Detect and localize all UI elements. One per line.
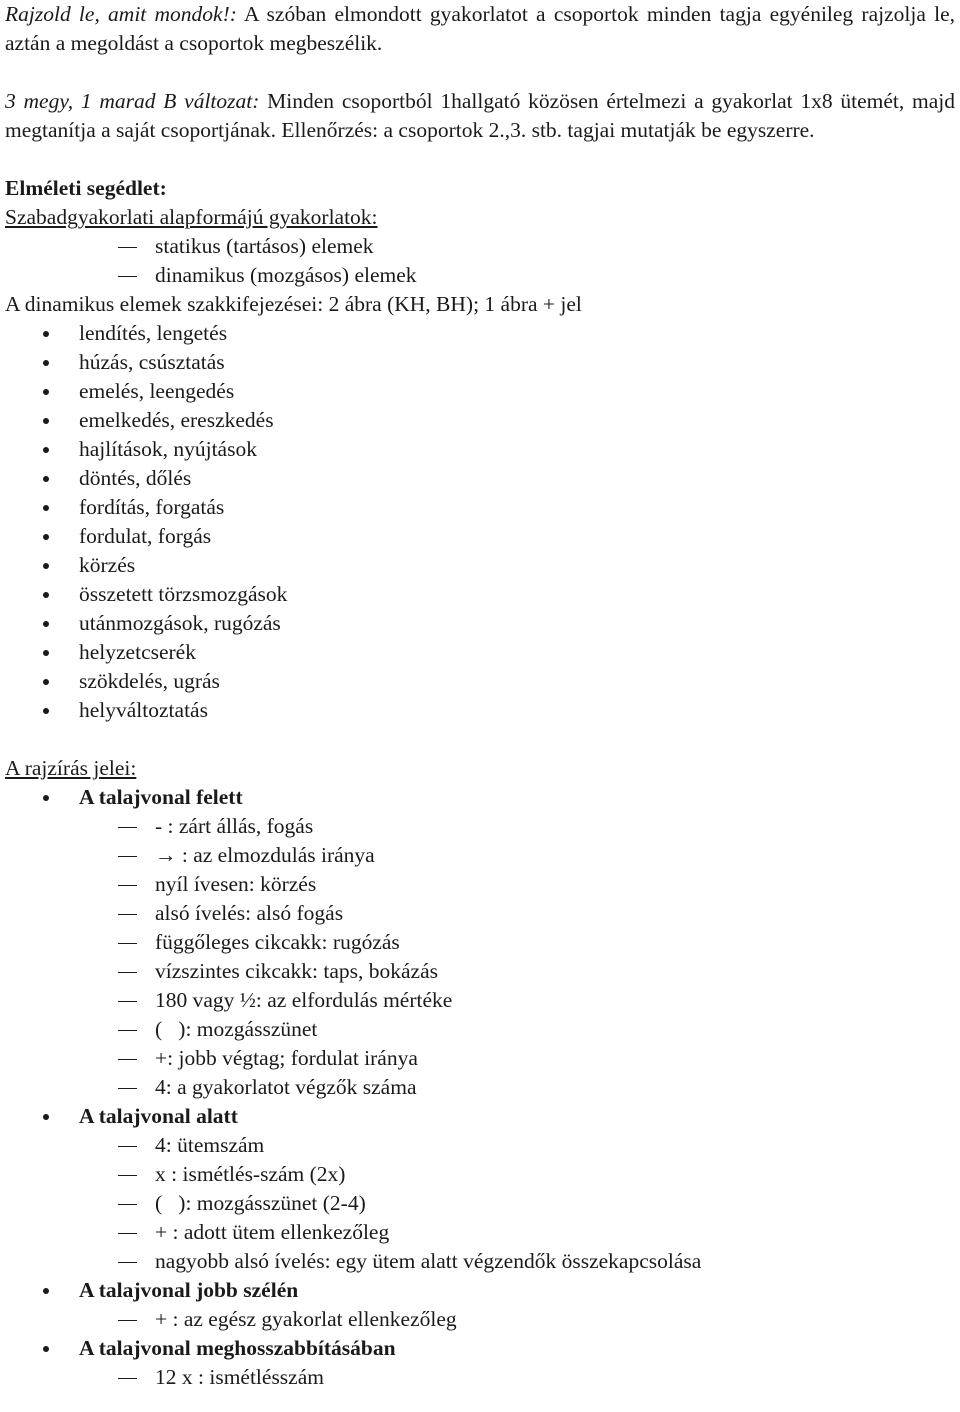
dynamic-term-item bbox=[5, 638, 955, 667]
bullet-icon bbox=[43, 447, 49, 453]
dynamic-term-item bbox=[5, 551, 955, 580]
intro-p1-text: A szóban elmondott gyakorlatot a csoportok minden tagja egyénileg rajzolja le, aztán a megoldást a csoportok megbeszélik. bbox=[5, 2, 956, 55]
bullet-icon bbox=[43, 650, 49, 656]
bullet-icon bbox=[43, 708, 49, 714]
dynamic-term-label: utánmozgások, rugózás bbox=[79, 611, 281, 635]
drawing-symbol-item bbox=[5, 928, 955, 957]
drawing-symbol-item bbox=[5, 1363, 955, 1392]
document-page bbox=[5, 0, 955, 1392]
intro-p1-label: Rajzold le, amit mondok!: bbox=[5, 2, 237, 26]
symbol-label: + : az egész gyakorlat ellenkezőleg bbox=[155, 1307, 457, 1331]
symbol-label: 4: a gyakorlatot végzők száma bbox=[155, 1075, 417, 1099]
dynamic-term-item bbox=[5, 435, 955, 464]
bullet-icon bbox=[43, 621, 49, 627]
dynamic-term-item bbox=[5, 348, 955, 377]
drawing-section-heading bbox=[5, 1102, 955, 1131]
dash-bullet-icon bbox=[118, 1088, 137, 1089]
dynamic-term-item bbox=[5, 493, 955, 522]
dynamic-term-label: emelés, leengedés bbox=[79, 379, 235, 403]
intro-paragraph-1 bbox=[5, 0, 955, 58]
drawing-section-heading bbox=[5, 1334, 955, 1363]
section-heading-label: A talajvonal felett bbox=[79, 785, 243, 809]
drawing-symbol-item bbox=[5, 841, 955, 870]
bullet-icon bbox=[43, 534, 49, 540]
dash-bullet-icon bbox=[118, 856, 137, 857]
dash-bullet-icon bbox=[118, 1320, 137, 1321]
bullet-icon bbox=[43, 360, 49, 366]
element-type-item bbox=[5, 232, 955, 261]
drawing-symbol-item bbox=[5, 986, 955, 1015]
section-heading-label: A talajvonal meghosszabbításában bbox=[79, 1336, 396, 1360]
bullet-icon bbox=[43, 418, 49, 424]
drawing-symbol-item bbox=[5, 1131, 955, 1160]
symbol-label: alsó ívelés: alsó fogás bbox=[155, 901, 344, 925]
theory-subtitle: Szabadgyakorlati alapformájú gyakorlatok: bbox=[5, 205, 378, 229]
dash-bullet-icon bbox=[118, 1059, 137, 1060]
symbol-label: x : ismétlés-szám (2x) bbox=[155, 1162, 346, 1186]
dash-bullet-icon bbox=[118, 1175, 137, 1176]
element-type-item bbox=[5, 261, 955, 290]
bullet-icon bbox=[43, 476, 49, 482]
dynamic-terms-list bbox=[5, 319, 955, 725]
drawing-symbol-item bbox=[5, 1160, 955, 1189]
dynamic-term-item bbox=[5, 609, 955, 638]
dynamic-term-item bbox=[5, 522, 955, 551]
section-heading-label: A talajvonal alatt bbox=[79, 1104, 238, 1128]
dynamic-term-item bbox=[5, 580, 955, 609]
drawing-symbol-item bbox=[5, 957, 955, 986]
dynamic-term-item bbox=[5, 377, 955, 406]
bullet-icon bbox=[43, 1114, 49, 1120]
dash-bullet-icon bbox=[118, 1030, 137, 1031]
drawing-symbol-item bbox=[5, 899, 955, 928]
dynamic-term-label: fordulat, forgás bbox=[79, 524, 212, 548]
dynamic-term-item bbox=[5, 406, 955, 435]
bullet-icon bbox=[43, 505, 49, 511]
bullet-icon bbox=[43, 389, 49, 395]
bullet-icon bbox=[43, 1346, 49, 1352]
dynamic-term-label: körzés bbox=[79, 553, 136, 577]
dynamic-term-label: helyváltoztatás bbox=[79, 698, 208, 722]
symbol-label: 180 vagy ½: az elfordulás mértéke bbox=[155, 988, 453, 1012]
symbol-label: nyíl ívesen: körzés bbox=[155, 872, 317, 896]
symbol-label: függőleges cikcakk: rugózás bbox=[155, 930, 400, 954]
drawing-symbol-item bbox=[5, 1015, 955, 1044]
symbol-label: +: jobb végtag; fordulat iránya bbox=[155, 1046, 418, 1070]
symbol-label: - : zárt állás, fogás bbox=[155, 814, 314, 838]
bullet-icon bbox=[43, 563, 49, 569]
intro-paragraph-2 bbox=[5, 87, 955, 145]
symbol-label: 4: ütemszám bbox=[155, 1133, 265, 1157]
dynamic-term-label: döntés, dőlés bbox=[79, 466, 192, 490]
dynamic-term-item bbox=[5, 464, 955, 493]
bullet-icon bbox=[43, 795, 49, 801]
dash-bullet-icon bbox=[118, 1001, 137, 1002]
dash-bullet-icon bbox=[118, 276, 137, 277]
dash-bullet-icon bbox=[118, 943, 137, 944]
dynamic-term-item bbox=[5, 667, 955, 696]
drawing-symbol-item bbox=[5, 870, 955, 899]
bullet-icon bbox=[43, 679, 49, 685]
dash-bullet-icon bbox=[118, 827, 137, 828]
dynamic-intro: A dinamikus elemek szakkifejezései: 2 ábra (KH, BH); 1 ábra + jel bbox=[5, 292, 582, 316]
symbol-label: + : adott ütem ellenkezőleg bbox=[155, 1220, 390, 1244]
bullet-icon bbox=[43, 1288, 49, 1294]
dynamic-term-item bbox=[5, 319, 955, 348]
dash-bullet-icon bbox=[118, 1378, 137, 1379]
dynamic-term-label: lendítés, lengetés bbox=[79, 321, 228, 345]
theory-title: Elméleti segédlet: bbox=[5, 176, 167, 200]
bullet-icon bbox=[43, 331, 49, 337]
intro-p2-text: Minden csoportból 1hallgató közösen értelmezi a gyakorlat 1x8 ütemét, majd megtanítja a saját csoportjának. Ellenőrzés: a csoportok 2.,3. stb. tagjai mutatják be egyszerre. bbox=[5, 89, 955, 142]
dash-bullet-icon bbox=[118, 914, 137, 915]
dynamic-term-label: összetett törzsmozgások bbox=[79, 582, 288, 606]
dash-bullet-icon bbox=[118, 1233, 137, 1234]
dynamic-term-label: fordítás, forgatás bbox=[79, 495, 225, 519]
bullet-icon bbox=[43, 592, 49, 598]
dash-bullet-icon bbox=[118, 972, 137, 973]
section-heading-label: A talajvonal jobb szélén bbox=[79, 1278, 299, 1302]
dash-bullet-icon bbox=[118, 1146, 137, 1147]
drawing-title: A rajzírás jelei: bbox=[5, 756, 137, 780]
symbol-label: 12 x : ismétlésszám bbox=[155, 1365, 324, 1389]
drawing-symbol-item bbox=[5, 1189, 955, 1218]
dynamic-term-label: emelkedés, ereszkedés bbox=[79, 408, 274, 432]
dynamic-term-label: húzás, csúsztatás bbox=[79, 350, 225, 374]
drawing-symbol-item bbox=[5, 1073, 955, 1102]
dash-bullet-icon bbox=[118, 1204, 137, 1205]
symbol-label: → : az elmozdulás iránya bbox=[155, 843, 375, 867]
symbol-label: nagyobb alsó ívelés: egy ütem alatt végzendők összekapcsolása bbox=[155, 1249, 702, 1273]
dash-bullet-icon bbox=[118, 885, 137, 886]
symbol-label: ( ): mozgásszünet bbox=[155, 1017, 318, 1041]
dynamic-term-item bbox=[5, 696, 955, 725]
drawing-section-heading bbox=[5, 1276, 955, 1305]
dynamic-term-label: hajlítások, nyújtások bbox=[79, 437, 257, 461]
dynamic-term-label: szökdelés, ugrás bbox=[79, 669, 220, 693]
drawing-symbol-item bbox=[5, 1305, 955, 1334]
drawing-symbol-item bbox=[5, 812, 955, 841]
drawing-symbol-item bbox=[5, 1247, 955, 1276]
symbol-label: vízszintes cikcakk: taps, bokázás bbox=[155, 959, 438, 983]
drawing-section-heading bbox=[5, 783, 955, 812]
dash-bullet-icon bbox=[118, 247, 137, 248]
element-type-label: statikus (tartásos) elemek bbox=[155, 234, 374, 258]
intro-p2-label: 3 megy, 1 marad B változat: bbox=[5, 89, 260, 113]
drawing-symbol-item bbox=[5, 1044, 955, 1073]
dash-bullet-icon bbox=[118, 1262, 137, 1263]
dynamic-term-label: helyzetcserék bbox=[79, 640, 196, 664]
element-type-label: dinamikus (mozgásos) elemek bbox=[155, 263, 417, 287]
symbol-label: ( ): mozgásszünet (2-4) bbox=[155, 1191, 366, 1215]
drawing-symbol-item bbox=[5, 1218, 955, 1247]
